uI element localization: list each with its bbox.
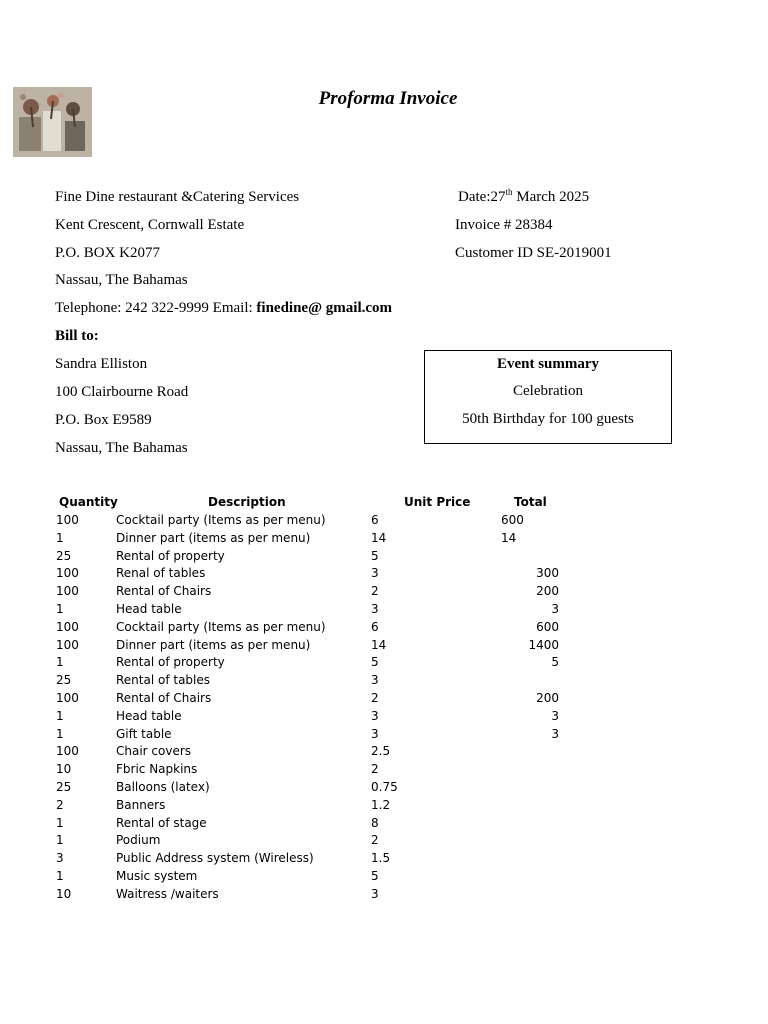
row-description: Fbric Napkins: [116, 762, 198, 777]
table-row: [0, 620, 768, 637]
table-row: [0, 709, 768, 726]
row-total: 14: [501, 530, 517, 545]
invoice-number: Invoice # 28384: [455, 217, 553, 233]
event-type: Celebration: [513, 383, 583, 399]
company-address-line3: Nassau, The Bahamas: [55, 272, 188, 288]
row-description: Rental of property: [116, 655, 225, 670]
row-quantity: 10: [56, 886, 72, 901]
table-row: [0, 727, 768, 744]
table-row: [0, 549, 768, 566]
bill-to-name: Sandra Elliston: [55, 356, 148, 372]
bill-to-address-line2: P.O. Box E9589: [55, 412, 152, 428]
table-row: [0, 762, 768, 779]
column-header-unit-price: Unit Price: [404, 495, 471, 509]
row-quantity: 25: [56, 780, 72, 794]
bill-to-address-line1: 100 Clairbourne Road: [55, 384, 189, 400]
row-total: 200: [536, 691, 559, 705]
row-unit-price: 3: [371, 673, 379, 688]
company-name: Fine Dine restaurant &Catering Services: [55, 189, 300, 205]
table-row: [0, 655, 768, 672]
row-unit-price: 1.5: [371, 851, 391, 866]
table-row: [0, 566, 768, 583]
row-total: 1400: [528, 637, 559, 652]
company-contact: [55, 300, 392, 317]
row-unit-price: 14: [371, 530, 387, 545]
row-quantity: 1: [56, 655, 64, 670]
table-row: [0, 531, 768, 548]
table-row: [0, 816, 768, 833]
row-unit-price: 3: [371, 708, 379, 723]
bill-to-label: Bill to:: [55, 328, 99, 344]
row-quantity: 1: [56, 530, 64, 545]
customer-id: Customer ID SE-2019001: [455, 245, 612, 261]
row-total: 3: [551, 726, 559, 741]
row-unit-price: 0.75: [371, 780, 398, 794]
row-description: Renal of tables: [116, 566, 206, 581]
row-unit-price: 3: [371, 566, 379, 581]
column-header-quantity: Quantity: [59, 495, 118, 509]
row-quantity: 1: [56, 869, 64, 883]
row-description: Banners: [116, 797, 166, 812]
row-quantity: 1: [56, 833, 64, 848]
row-quantity: 1: [56, 602, 64, 616]
row-description: Chair covers: [116, 744, 192, 759]
table-row: [0, 798, 768, 815]
event-summary-box: [424, 350, 672, 444]
row-unit-price: 5: [371, 548, 379, 563]
company-address-line1: Kent Crescent, Cornwall Estate: [55, 217, 245, 233]
row-description: Dinner part (items as per menu): [116, 530, 311, 545]
date-ordinal: th: [505, 187, 513, 197]
table-row: [0, 744, 768, 761]
row-unit-price: 5: [371, 869, 379, 883]
date-prefix: Date:27: [458, 189, 506, 205]
bill-to-address-line3: Nassau, The Bahamas: [55, 440, 188, 456]
row-quantity: 100: [56, 566, 79, 581]
row-quantity: 100: [56, 619, 79, 634]
row-description: Rental of stage: [116, 815, 207, 830]
row-description: Cocktail party (Items as per menu): [116, 513, 326, 527]
row-description: Podium: [116, 833, 161, 848]
row-unit-price: 2: [371, 691, 379, 705]
row-unit-price: 1.2: [371, 797, 391, 812]
row-quantity: 100: [56, 584, 79, 599]
row-description: Waitress /waiters: [116, 886, 219, 901]
row-unit-price: 2.5: [371, 744, 391, 759]
table-row: [0, 691, 768, 708]
row-total: 5: [551, 655, 559, 670]
column-header-total: Total: [514, 495, 547, 509]
event-detail: 50th Birthday for 100 guests: [462, 411, 634, 427]
page-title: Proforma Invoice: [318, 88, 458, 109]
row-quantity: 25: [56, 548, 72, 563]
row-unit-price: 2: [371, 584, 379, 599]
row-description: Rental of Chairs: [116, 584, 212, 599]
row-total: 3: [551, 602, 559, 616]
row-description: Head table: [116, 602, 182, 616]
row-total: 200: [536, 584, 559, 599]
row-quantity: 10: [56, 762, 72, 777]
row-quantity: 100: [56, 691, 79, 705]
row-description: Gift table: [116, 726, 172, 741]
table-row: [0, 513, 768, 530]
row-unit-price: 5: [371, 655, 379, 670]
date-suffix: March 2025: [512, 189, 590, 205]
column-header-description: Description: [208, 495, 286, 509]
row-description: Cocktail party (Items as per menu): [116, 619, 326, 634]
row-quantity: 1: [56, 708, 64, 723]
company-email: finedine@ gmail.com: [256, 300, 393, 316]
event-summary-heading: Event summary: [496, 356, 600, 372]
row-description: Public Address system (Wireless): [116, 851, 314, 866]
row-description: Head table: [116, 708, 182, 723]
row-description: Balloons (latex): [116, 780, 210, 794]
table-row: [0, 869, 768, 886]
table-row: [0, 887, 768, 904]
table-row: [0, 833, 768, 850]
row-unit-price: 6: [371, 619, 379, 634]
table-row: [0, 602, 768, 619]
row-total: 300: [536, 566, 559, 581]
table-row: [0, 584, 768, 601]
row-quantity: 1: [56, 815, 64, 830]
table-row: [0, 673, 768, 690]
row-total: 600: [536, 619, 559, 634]
row-quantity: 100: [56, 637, 79, 652]
invoice-date: [458, 189, 589, 206]
row-unit-price: 2: [371, 762, 379, 777]
row-quantity: 2: [56, 797, 64, 812]
row-description: Music system: [116, 869, 198, 883]
row-unit-price: 3: [371, 602, 379, 616]
company-phone: Telephone: 242 322-9999 Email:: [55, 300, 257, 316]
row-quantity: 25: [56, 673, 72, 688]
table-row: [0, 780, 768, 797]
row-unit-price: 8: [371, 815, 379, 830]
row-quantity: 3: [56, 851, 64, 866]
row-quantity: 100: [56, 513, 79, 527]
row-total: 3: [551, 708, 559, 723]
row-unit-price: 3: [371, 726, 379, 741]
row-description: Rental of Chairs: [116, 691, 212, 705]
table-row: [0, 638, 768, 655]
table-row: [0, 851, 768, 868]
row-unit-price: 14: [371, 637, 387, 652]
row-unit-price: 3: [371, 886, 379, 901]
row-description: Rental of tables: [116, 673, 211, 688]
row-total: 600: [501, 513, 524, 527]
row-description: Rental of property: [116, 548, 225, 563]
row-quantity: 1: [56, 726, 64, 741]
row-quantity: 100: [56, 744, 79, 759]
row-unit-price: 2: [371, 833, 379, 848]
row-unit-price: 6: [371, 513, 379, 527]
row-description: Dinner part (items as per menu): [116, 637, 311, 652]
company-address-line2: P.O. BOX K2077: [55, 245, 161, 261]
